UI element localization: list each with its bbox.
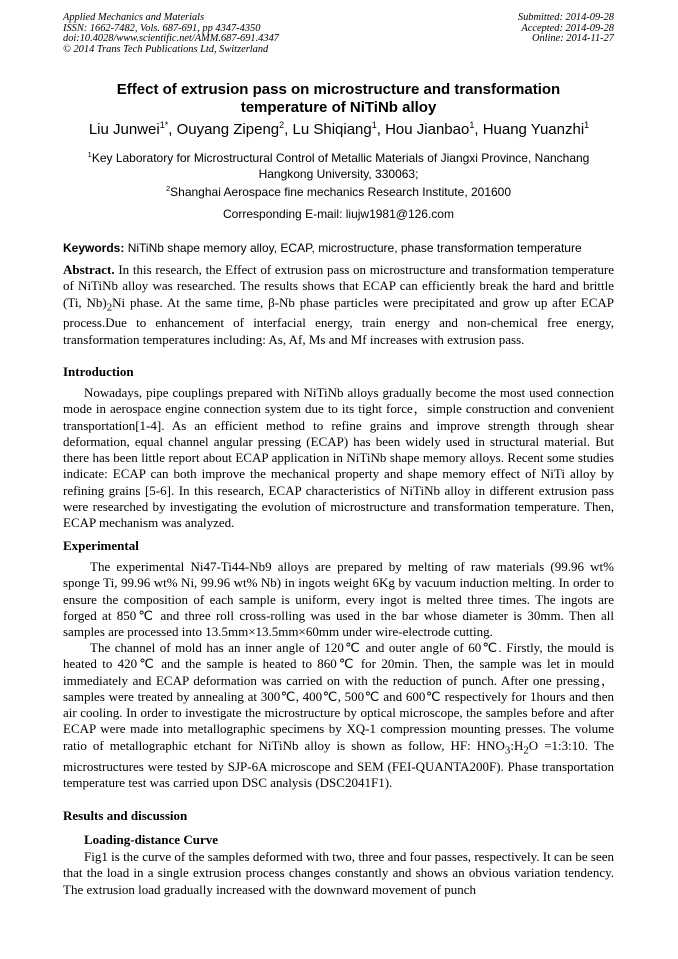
journal-name: Applied Mechanics and Materials	[63, 12, 205, 23]
paragraph-text: O =1:3:10. The microstructures were tested by SJP-6A microscope and SEM (FEI-QUANTA200F). Phase transportation temperature test was carried upon DSC analysis (DSC2041F1).	[63, 737, 615, 790]
title-line-2: temperature of NiTiNb alloy	[240, 99, 437, 116]
copyright-line: © 2014 Trans Tech Publications Ltd, Switzerland	[63, 44, 269, 56]
author-name: Ouyang Zipeng	[176, 121, 280, 138]
author-affiliation-mark: 2	[279, 120, 285, 130]
experimental-paragraph-1: The experimental Ni47-Ti44-Nb9 alloys are prepared by melting of raw materials (99.96 wt% sponge Ti, 99.96 wt% Ni, 99.96 wt% Nb) in ingots weight 6Kg by vacuum induction melting. In order to ensure the composition of each sample is uniform, every ingot is melted three times. The ingots are forged at 850℃ and three roll cross-rolling was used in the bar whose diameter is 30mm. Then all samples are processed into 13.5mm×13.5mm×60mm under wire-electrode cutting.	[63, 559, 614, 640]
keywords	[63, 240, 614, 256]
section-heading-results: Results and discussion	[63, 808, 188, 823]
author-name: Lu Shiqiang	[292, 121, 372, 138]
abstract-text: Ni phase. At the same time, β-Nb phase particles were precipitated and grow up after ECAP process.Due to enhancement of interfacial energy, train energy and non-chemical free energy, transformation temperatures including: As, Af, Ms and Mf increases with extrusion pass.	[63, 294, 614, 347]
journal-header-right	[394, 13, 614, 45]
author-separator: ,	[376, 121, 386, 138]
author-affiliation-mark: 1*	[159, 120, 169, 130]
introduction-paragraph: Nowadays, pipe couplings prepared with NiTiNb alloys gradually become the most used connection mode in aerospace engine connection system due to its tight force，simple construction and convenient transportation[1-4]. As an efficient method to refine grains and improve strength through shear deformation, equal channel angular pressing (ECAP) has been widely used in structural material. But there has been little report about ECAP application in NiTiNb shape memory alloys. Recent some studies indicate: ECAP can both improve the mechanical property and shape memory effect of NiTi alloy by refining grains [5-6]. In this research, ECAP characteristics of NiTiNb alloy in different extrusion pass were researched by investigating the evolution of microstructure and transformation temperature. Then, ECAP mechanism was analyzed.	[63, 385, 614, 531]
affiliation-mark: 1	[87, 150, 92, 159]
author-affiliation-mark: 1	[371, 120, 377, 130]
affiliation-2	[63, 184, 614, 200]
abstract	[63, 262, 614, 348]
author-separator: ,	[474, 121, 483, 138]
online-date: Online: 2014-11-27	[531, 33, 614, 45]
affiliation-2-text: Shanghai Aerospace fine mechanics Research Institute, 201600	[170, 185, 512, 199]
experimental-paragraph-2	[63, 640, 614, 791]
title-line-1: Effect of extrusion pass on microstructure and transformation	[116, 81, 561, 98]
keywords-text: NiTiNb shape memory alloy, ECAP, microstructure, phase transformation temperature	[124, 241, 582, 255]
paragraph-text: The channel of mold has an inner angle of 120℃ and outer angle of 60℃. Firstly, the mould is heated to 420℃ and the sample is heated to 860℃ for 20min. Then, the sample was let in mould immediately and ECAP deformation was carried on with the reduction of punch. After one pressing，samples were treated by annealing at 300℃, 400℃, 500℃ and 600℃ respectively for 1hours and then air cooling. In order to investigate the microstructure by optical microscope, the samples before and after ECAP were made into metallographic specimens by XQ-1 compression mounting presses. The volume ratio of metallographic etchant for NiTiNb alloy is shown as follow, HF: HNO	[63, 640, 614, 753]
subscript: 3	[504, 744, 511, 757]
journal-header-left	[63, 13, 393, 56]
keywords-label: Keywords:	[63, 241, 125, 255]
affiliation-1-line-2: Hangkong University, 330063;	[258, 167, 419, 181]
affiliation-1-line-1: Key Laboratory for Microstructural Control of Metallic Materials of Jiangxi Province, Nanchang	[91, 151, 590, 165]
paper-title	[63, 81, 614, 117]
author-name: Huang Yuanzhi	[482, 121, 585, 138]
abstract-label: Abstract.	[63, 262, 115, 277]
abstract-text: In this research, the Effect of extrusion pass on microstructure and transformation temperature of NiTiNb alloy was researched. The results shows that ECAP can efficiently break the hard and brittle (Ti, Nb)	[63, 262, 614, 310]
corresponding-email: Corresponding E-mail: liujw1981@126.com	[223, 207, 454, 221]
affiliation-mark: 2	[165, 184, 171, 193]
author-name: Liu Junwei	[88, 121, 160, 138]
subsection-heading-loading-distance: Loading-distance Curve	[84, 832, 218, 847]
submitted-date: Submitted: 2014-09-28	[517, 12, 614, 23]
affiliation-1	[63, 150, 614, 182]
subscript: 2	[106, 301, 113, 314]
issn-line: ISSN: 1662-7482, Vols. 687-691, pp 4347-4350	[63, 22, 261, 34]
author-separator: ,	[168, 121, 177, 138]
author-separator: ,	[284, 121, 293, 138]
section-heading-experimental: Experimental	[63, 538, 139, 553]
author-list	[40, 121, 638, 139]
author-name: Hou Jianbao	[385, 121, 470, 138]
doi-line: doi:10.4028/www.scientific.net/AMM.687-691.4347	[63, 33, 279, 45]
subscript: 2	[523, 744, 529, 757]
author-affiliation-mark: 1	[469, 120, 475, 130]
results-paragraph-1: Fig1 is the curve of the samples deformed with two, three and four passes, respectively. It can be seen that the load in a single extrusion process changes constantly and shows an obvious variation tendency. The extrusion load gradually increased with the downward movement of punch	[63, 849, 614, 897]
paragraph-text: :H	[510, 737, 524, 753]
author-affiliation-mark: 1	[584, 120, 590, 130]
section-heading-introduction: Introduction	[63, 364, 134, 379]
accepted-date: Accepted: 2014-09-28	[521, 22, 614, 34]
